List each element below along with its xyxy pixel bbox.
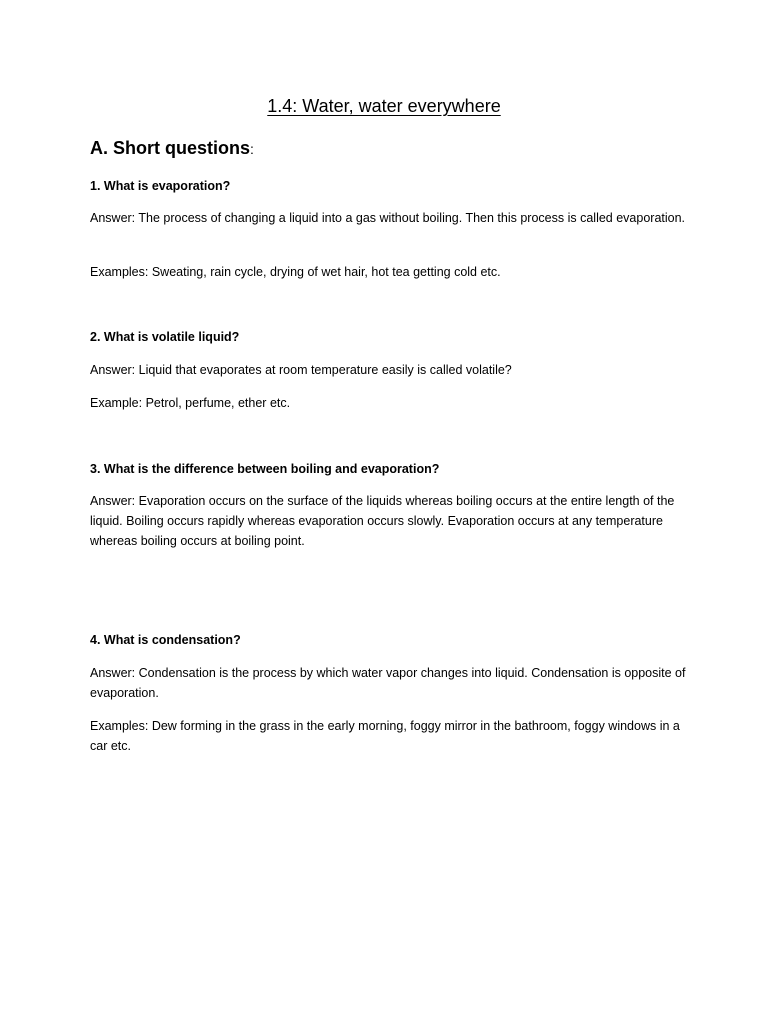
answer-4: Answer: Condensation is the process by which water vapor changes into liquid. Condensation is opposite of evaporation. bbox=[90, 666, 686, 700]
question-2: 2. What is volatile liquid? bbox=[90, 330, 240, 344]
section-heading bbox=[90, 137, 254, 160]
answer-3: Answer: Evaporation occurs on the surface of the liquids whereas boiling occurs at the entire length of the liquid. Boiling occurs rapidly whereas evaporation occurs slowly. Evaporation occurs at any temperature whereas boiling occurs at boiling point. bbox=[90, 494, 675, 548]
page-title: 1.4: Water, water everywhere bbox=[267, 96, 501, 116]
question-1: 1. What is evaporation? bbox=[90, 179, 231, 193]
section-heading-colon: : bbox=[250, 141, 254, 157]
question-4: 4. What is condensation? bbox=[90, 633, 241, 647]
examples-4: Examples: Dew forming in the grass in the early morning, foggy mirror in the bathroom, foggy windows in a car etc. bbox=[90, 719, 680, 753]
examples-1: Examples: Sweating, rain cycle, drying of wet hair, hot tea getting cold etc. bbox=[90, 265, 501, 279]
question-3: 3. What is the difference between boiling and evaporation? bbox=[90, 462, 440, 476]
section-heading-text: A. Short questions bbox=[90, 138, 251, 158]
answer-2: Answer: Liquid that evaporates at room temperature easily is called volatile? bbox=[90, 363, 512, 377]
answer-1: Answer: The process of changing a liquid into a gas without boiling. Then this process is called evaporation. bbox=[90, 211, 686, 225]
examples-2: Example: Petrol, perfume, ether etc. bbox=[90, 396, 291, 410]
